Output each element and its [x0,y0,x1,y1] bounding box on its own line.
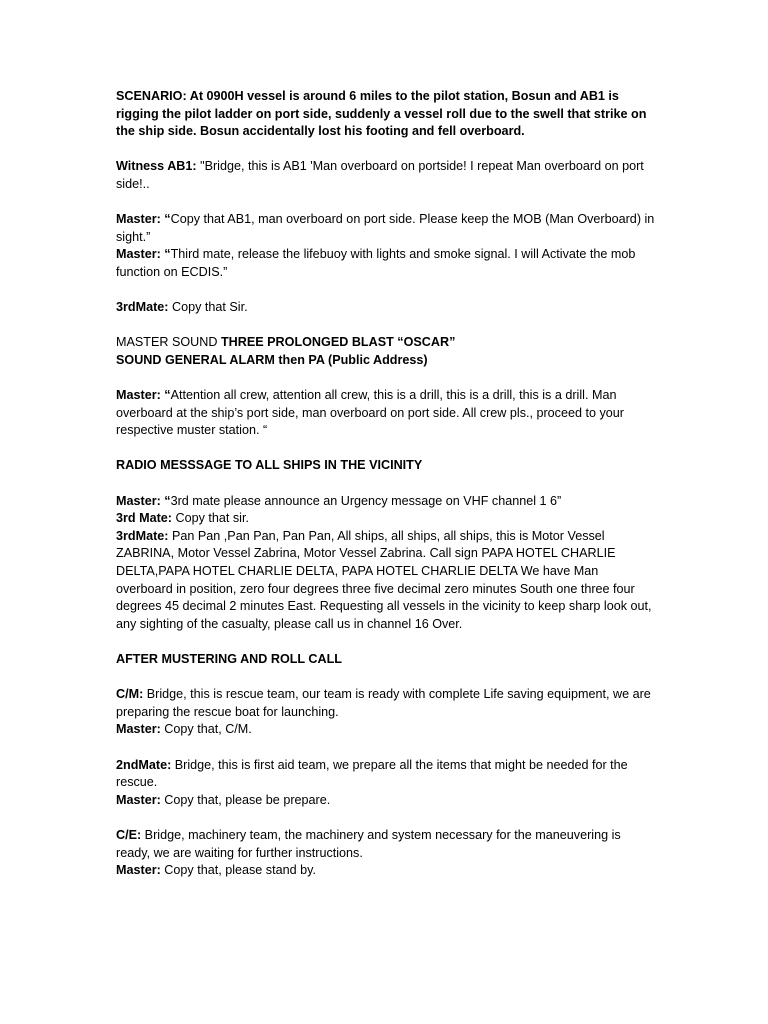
ce-paragraph [116,827,656,880]
ce-reply-line [116,862,656,880]
radio-master-text: 3rd mate please announce an Urgency message on VHF channel 1 6” [170,493,562,508]
cm-reply-text: Copy that, C/M. [160,722,252,737]
master-speaker: Master: “ [116,388,171,403]
master-speaker: Master: “ [116,212,171,227]
master-third-mate-line [116,246,656,281]
master-copy-line [116,211,656,246]
document-body [116,88,656,897]
witness-speaker: Witness AB1: [116,159,197,174]
radio-master-line [116,493,656,511]
master-speaker: Master: “ [116,247,171,262]
third-mate-speaker: 3rdMate: [116,300,169,315]
second-mate-report-line [116,757,656,792]
ce-report-text: Bridge, machinery team, the machinery and system necessary for the maneuvering is ready, we are waiting for further instructions. [116,827,621,860]
master-response-paragraph [116,211,656,281]
witness-text: "Bridge, this is AB1 'Man overboard on portside! I repeat Man overboard on port side!.. [116,159,644,191]
scenario-paragraph [116,88,656,141]
radio-message-text: Pan Pan ,Pan Pan, Pan Pan, All ships, all ships, all ships, this is Motor Vessel ZABRINA, Motor Vessel Zabrina, Motor Vessel Zabrina. Call sign PAPA HOTEL CHARLIE DELTA,PAPA HOTEL CHARLIE DELTA, PAPA HOTEL CHARLIE DELTA We have Man overboard in position, zero four degrees three five decimal zero minutes South one three four degrees 45 decimal 2 minutes East. Requesting all vessels in the vicinity to keep sharp look out, any sighting of the casualty, please call us in channel 16 Over. [116,528,652,631]
cm-speaker: C/M: [116,687,144,702]
cm-report-text: Bridge, this is rescue team, our team is ready with complete Life saving equipment, we are preparing the rescue boat for launching. [116,687,651,719]
witness-paragraph [116,158,656,193]
cm-report-line [116,686,656,721]
muster-heading: AFTER MUSTERING AND ROLL CALL [116,652,342,666]
master-speaker: Master: [116,792,161,807]
second-mate-paragraph [116,757,656,810]
master-pa-paragraph [116,387,656,440]
master-sound-bold: THREE PROLONGED BLAST “OSCAR” [220,335,456,350]
second-mate-report-text: Bridge, this is first aid team, we prepare all the items that might be needed for the rescue. [116,757,628,790]
general-alarm-line: SOUND GENERAL ALARM then PA (Public Address) [116,352,428,367]
master-pa-text: Attention all crew, attention all crew, this is a drill, this is a drill, this is a drill. Man overboard at the ship’s port side, man overboard on port side. All crew pls., proceed to your respective muster station. “ [116,388,624,438]
master-sound-line [116,334,656,352]
cm-paragraph [116,686,656,739]
cm-reply-line [116,721,656,739]
third-mate-copy-paragraph [116,299,656,317]
radio-heading: RADIO MESSSAGE TO ALL SHIPS IN THE VICINITY [116,458,423,473]
master-speaker: Master: [116,863,161,878]
third-mate-speaker: 3rdMate: [116,528,169,543]
alarm-paragraph [116,334,656,369]
ce-reply-text: Copy that, please stand by. [160,863,316,878]
second-mate-speaker: 2ndMate: [116,757,172,772]
third-mate-copy-text: Copy that Sir. [168,300,248,315]
master-speaker: Master: [116,722,161,737]
master-speaker: Master: “ [116,493,171,508]
master-sound-plain: MASTER SOUND [116,335,221,350]
radio-paragraph [116,493,656,634]
radio-third-copy-line [116,510,656,528]
ce-speaker: C/E: [116,827,142,842]
radio-third-copy-text: Copy that sir. [171,511,249,526]
ce-report-line [116,827,656,862]
master-copy-text: Copy that AB1, man overboard on port side. Please keep the MOB (Man Overboard) in sight.” [116,212,655,244]
second-mate-reply-line [116,792,656,810]
master-third-mate-text: Third mate, release the lifebuoy with lights and smoke signal. I will Activate the mob function on ECDIS.” [116,247,636,279]
second-mate-reply-text: Copy that, please be prepare. [160,792,331,807]
scenario-text: At 0900H vessel is around 6 miles to the pilot station, Bosun and AB1 is rigging the pilot ladder on port side, suddenly a vessel roll due to the swell that strike on the ship side. Bosun accidentally lost his footing and fell overboard. [116,89,647,139]
third-mate-speaker: 3rd Mate: [116,511,172,526]
radio-message-line [116,528,656,634]
scenario-label: SCENARIO: [116,89,187,103]
